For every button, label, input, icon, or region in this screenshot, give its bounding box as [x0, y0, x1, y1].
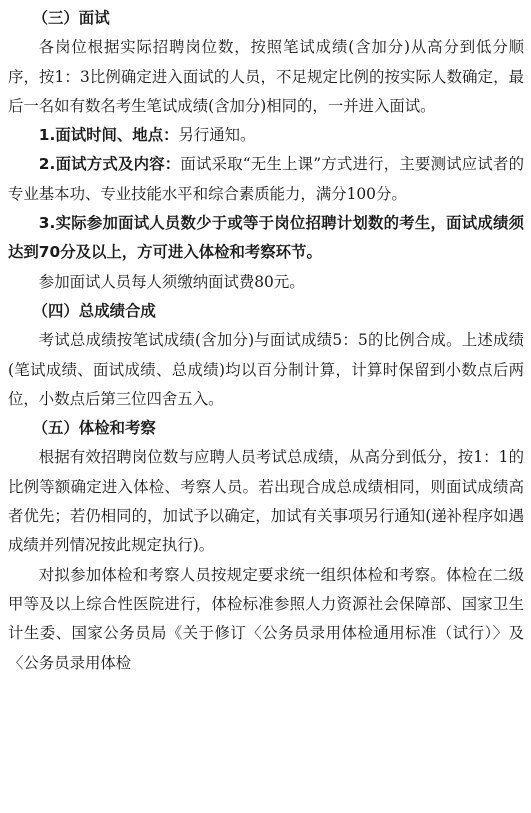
interview-fee-paragraph: 参加面试人员每人须缴纳面试费80元。 [38, 272, 305, 291]
section-heading-physical-exam: （五）体检和考察 [32, 419, 156, 438]
total-score-paragraph: 考试总成绩按笔试成绩(含加分)与面试成绩5：5的比例合成。上述成绩(笔试成绩、面试成绩、总成绩)均以百分制计算，计算时保留到小数点后两位，小数点后第三位四舍五入。 [8, 331, 524, 408]
interview-method-lead: 2.面试方式及内容： [38, 155, 181, 174]
interview-threshold-item: 3.实际参加面试人员数少于或等于岗位招聘计划数的考生，面试成绩须达到70分及以上，方可进入体检和考察环节。 [8, 214, 524, 262]
document-page [8, 4, 524, 678]
interview-time-lead: 1.面试时间、地点： [38, 126, 179, 145]
interview-time-item [8, 121, 524, 150]
interview-selection-paragraph: 各岗位根据实际招聘岗位数，按照笔试成绩(含加分)从高分到低分顺序，按1：3比例确定进入面试的人员，不足规定比例的按实际人数确定，最后一名如有数名考生笔试成绩(含加分)相同的，一并进入面试。 [8, 38, 524, 115]
physical-exam-selection-paragraph: 根据有效招聘岗位数与应聘人员考试总成绩，从高分到低分，按1：1的比例等额确定进入体检、考察人员。若出现合成总成绩相同，则面试成绩高者优先；若仍相同的，加试予以确定，加试有关事项另行通知(递补程序如遇成绩并列情况按此规定执行)。 [8, 448, 524, 555]
interview-method-text: 面试采取“无生上课”方式进行，主要测试应试者的专业基本功、专业技能水平和综合素质能力，满分100分。 [8, 155, 524, 203]
interview-method-item [8, 150, 524, 209]
section-heading-total-score: （四）总成绩合成 [32, 301, 156, 320]
interview-time-text: 另行通知。 [178, 126, 256, 145]
section-heading-interview: （三）面试 [32, 9, 110, 27]
physical-exam-standards-paragraph: 对拟参加体检和考察人员按规定要求统一组织体检和考察。体检在二级甲等及以上综合性医院进行，体检标准参照人力资源社会保障部、国家卫生计生委、国家公务员局《关于修订〈公务员录用体检通用标准（试行）〉及〈公务员录用体检 [8, 565, 524, 672]
